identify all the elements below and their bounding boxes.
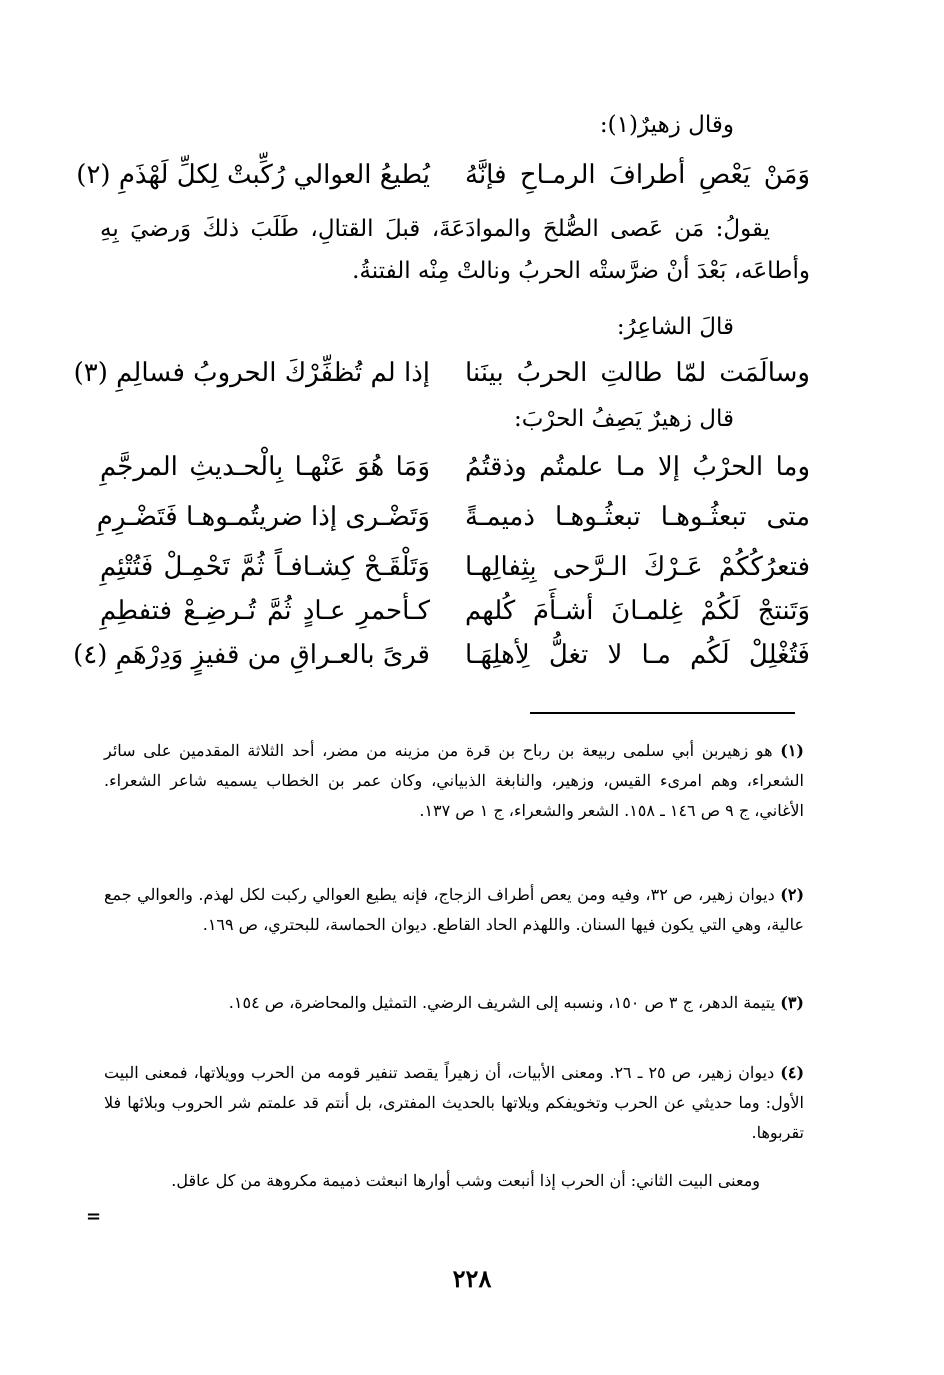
footnote-4 xyxy=(104,1058,804,1148)
poem-line-second-hemistich: كـأحمرِ عـادٍ ثُمَّ تُـرضِـعْ فتفطِمِ xyxy=(100,596,430,626)
poem-line xyxy=(73,640,810,680)
footnote-separator xyxy=(530,712,795,714)
footnote-4-text: ديوان زهير، ص ٢٥ ـ ٢٦. ومعنى الأبيات، أن زهيراً يقصد تنفير قومه من الحرب وويلاتها، فمعنى البيت الأول: وما حديثي عن الحرب وتخويفكم ويلاتها بالحديث المفترى، بل أنتم قد علمتم شر الحروب وبلائها فلا تقربوها. xyxy=(104,1063,804,1142)
poem-line-second-hemistich: وَتَلْقَـحْ كِشـافـاً ثُمَّ تَحْمِـلْ فَتُتْئِمِ xyxy=(100,552,430,582)
footnote-2-text: ديوان زهير، ص ٣٢، وفيه ومن يعص أطراف الزجاج، فإنه يطيع العوالي ركبت لكل لهذم. والعوالي جمع عالية، وهي التي يكون فيها السنان. واللهذم الحاد القاطع. ديوان الحماسة، للبحتري، ص ١٦٩. xyxy=(104,885,804,934)
poem-line-second-hemistich: قرىً بالعـراقِ من قفيزٍ وَدِرْهَمِ (٤) xyxy=(73,640,430,670)
poem-line-first-hemistich: وما الحرْبُ إلا مـا علمتُم وذقتُمُ xyxy=(465,452,810,482)
poem-line xyxy=(100,452,810,492)
poem-line xyxy=(100,596,810,636)
footnote-3-text: يتيمة الدهر، ج ٣ ص ١٥٠، ونسبه إلى الشريف الرضي. التمثيل والمحاضرة، ص ١٥٤. xyxy=(228,993,776,1012)
intro-poet: قالَ الشاعِرُ: xyxy=(616,314,734,340)
poem-line-second-hemistich: وَتَضْـرى إذا ضريتُمـوهـا فَتَضْـرِمِ xyxy=(96,502,430,532)
intro-zuhair-war: قال زهيرٌ يَصِفُ الحرْبَ: xyxy=(513,406,734,432)
footnote-4-continuation: ومعنى البيت الثاني: أن الحرب إذا أنبعت وشب أوارها انبعثت ذميمة مكروهة من كل عاقل. xyxy=(171,1171,760,1190)
footnote-1-number: (١) xyxy=(780,741,804,760)
footnote-3-number: (٣) xyxy=(780,993,804,1012)
verse-2-second-hemistich: إذا لم تُظفِّرْكَ الحروبُ فسالِمِ (٣) xyxy=(73,358,430,388)
footnote-4-number: (٤) xyxy=(780,1063,805,1082)
verse-1-second-hemistich: يُطيعُ العوالي رُكِّبتْ لِكلِّ لَهْذَمِ (٢) xyxy=(76,160,430,190)
continuation-mark: = xyxy=(86,1206,102,1227)
footnote-2 xyxy=(104,880,804,940)
footnote-2-number: (٢) xyxy=(780,885,805,904)
poem-line-first-hemistich: فَتُغْلِلْ لَكُم مـا لا تغلُّ لِأهلِهَـا xyxy=(465,640,810,670)
verse-1 xyxy=(76,160,810,200)
poem-line-first-hemistich: فتعرُكُكُمْ عَـرْكَ الـرَّحى بِثِفالِهـا xyxy=(465,552,810,582)
page-number: ٢٢٨ xyxy=(452,1264,492,1293)
footnote-1-text: هو زهيربن أبي سلمى ربيعة بن رباح بن قرة من مزينه من مضر، أحد الثلاثة المقدمين على سائر الشعراء، وهم امرىء القيس، وزهير، والنابغة الذبياني، وكان عمر بن الخطاب يسميه شاعر الشعراء. الأغاني، ج ٩ ص ١٤٦ ـ ١٥٨. الشعر والشعراء، ج ١ ص ١٣٧. xyxy=(104,741,805,820)
poem-line-second-hemistich: وَمَا هُوَ عَنْهـا بِالْحـديثِ المرجَّمِ xyxy=(100,452,430,482)
verse-1-first-hemistich: وَمَنْ يَعْصِ أطرافَ الرمـاحِ فإنَّهُ xyxy=(465,160,810,190)
verse-2-first-hemistich: وسالَمَت لمّا طالتِ الحربُ بينَنا xyxy=(465,358,810,388)
footnote-1 xyxy=(104,736,804,826)
footnote-3 xyxy=(104,988,804,1018)
poem-line-first-hemistich: وَتَنتجْ لَكُمْ غِلمـانَ أشـأَمَ كُلهم xyxy=(465,596,810,626)
poem-line-first-hemistich: متى تبعثُـوهـا تبعثُـوهـا ذميمـةً xyxy=(465,502,810,532)
intro-zuhair: وقال زهيرٌ(١): xyxy=(599,112,734,138)
commentary-text: يقولُ: مَن عَصى الصُّلحَ والموادَعَةَ، قبلَ القتالِ، طَلَبَ ذلكَ وَرضيَ بِهِ وأطاعَه، بَعْدَ أنْ ضرَّستْه الحربُ ونالتْ مِنْه الفتنةُ. xyxy=(100,216,810,284)
poem-line xyxy=(100,552,810,592)
poem-line xyxy=(96,502,810,542)
verse-2 xyxy=(73,358,810,398)
commentary-paragraph xyxy=(100,208,810,292)
